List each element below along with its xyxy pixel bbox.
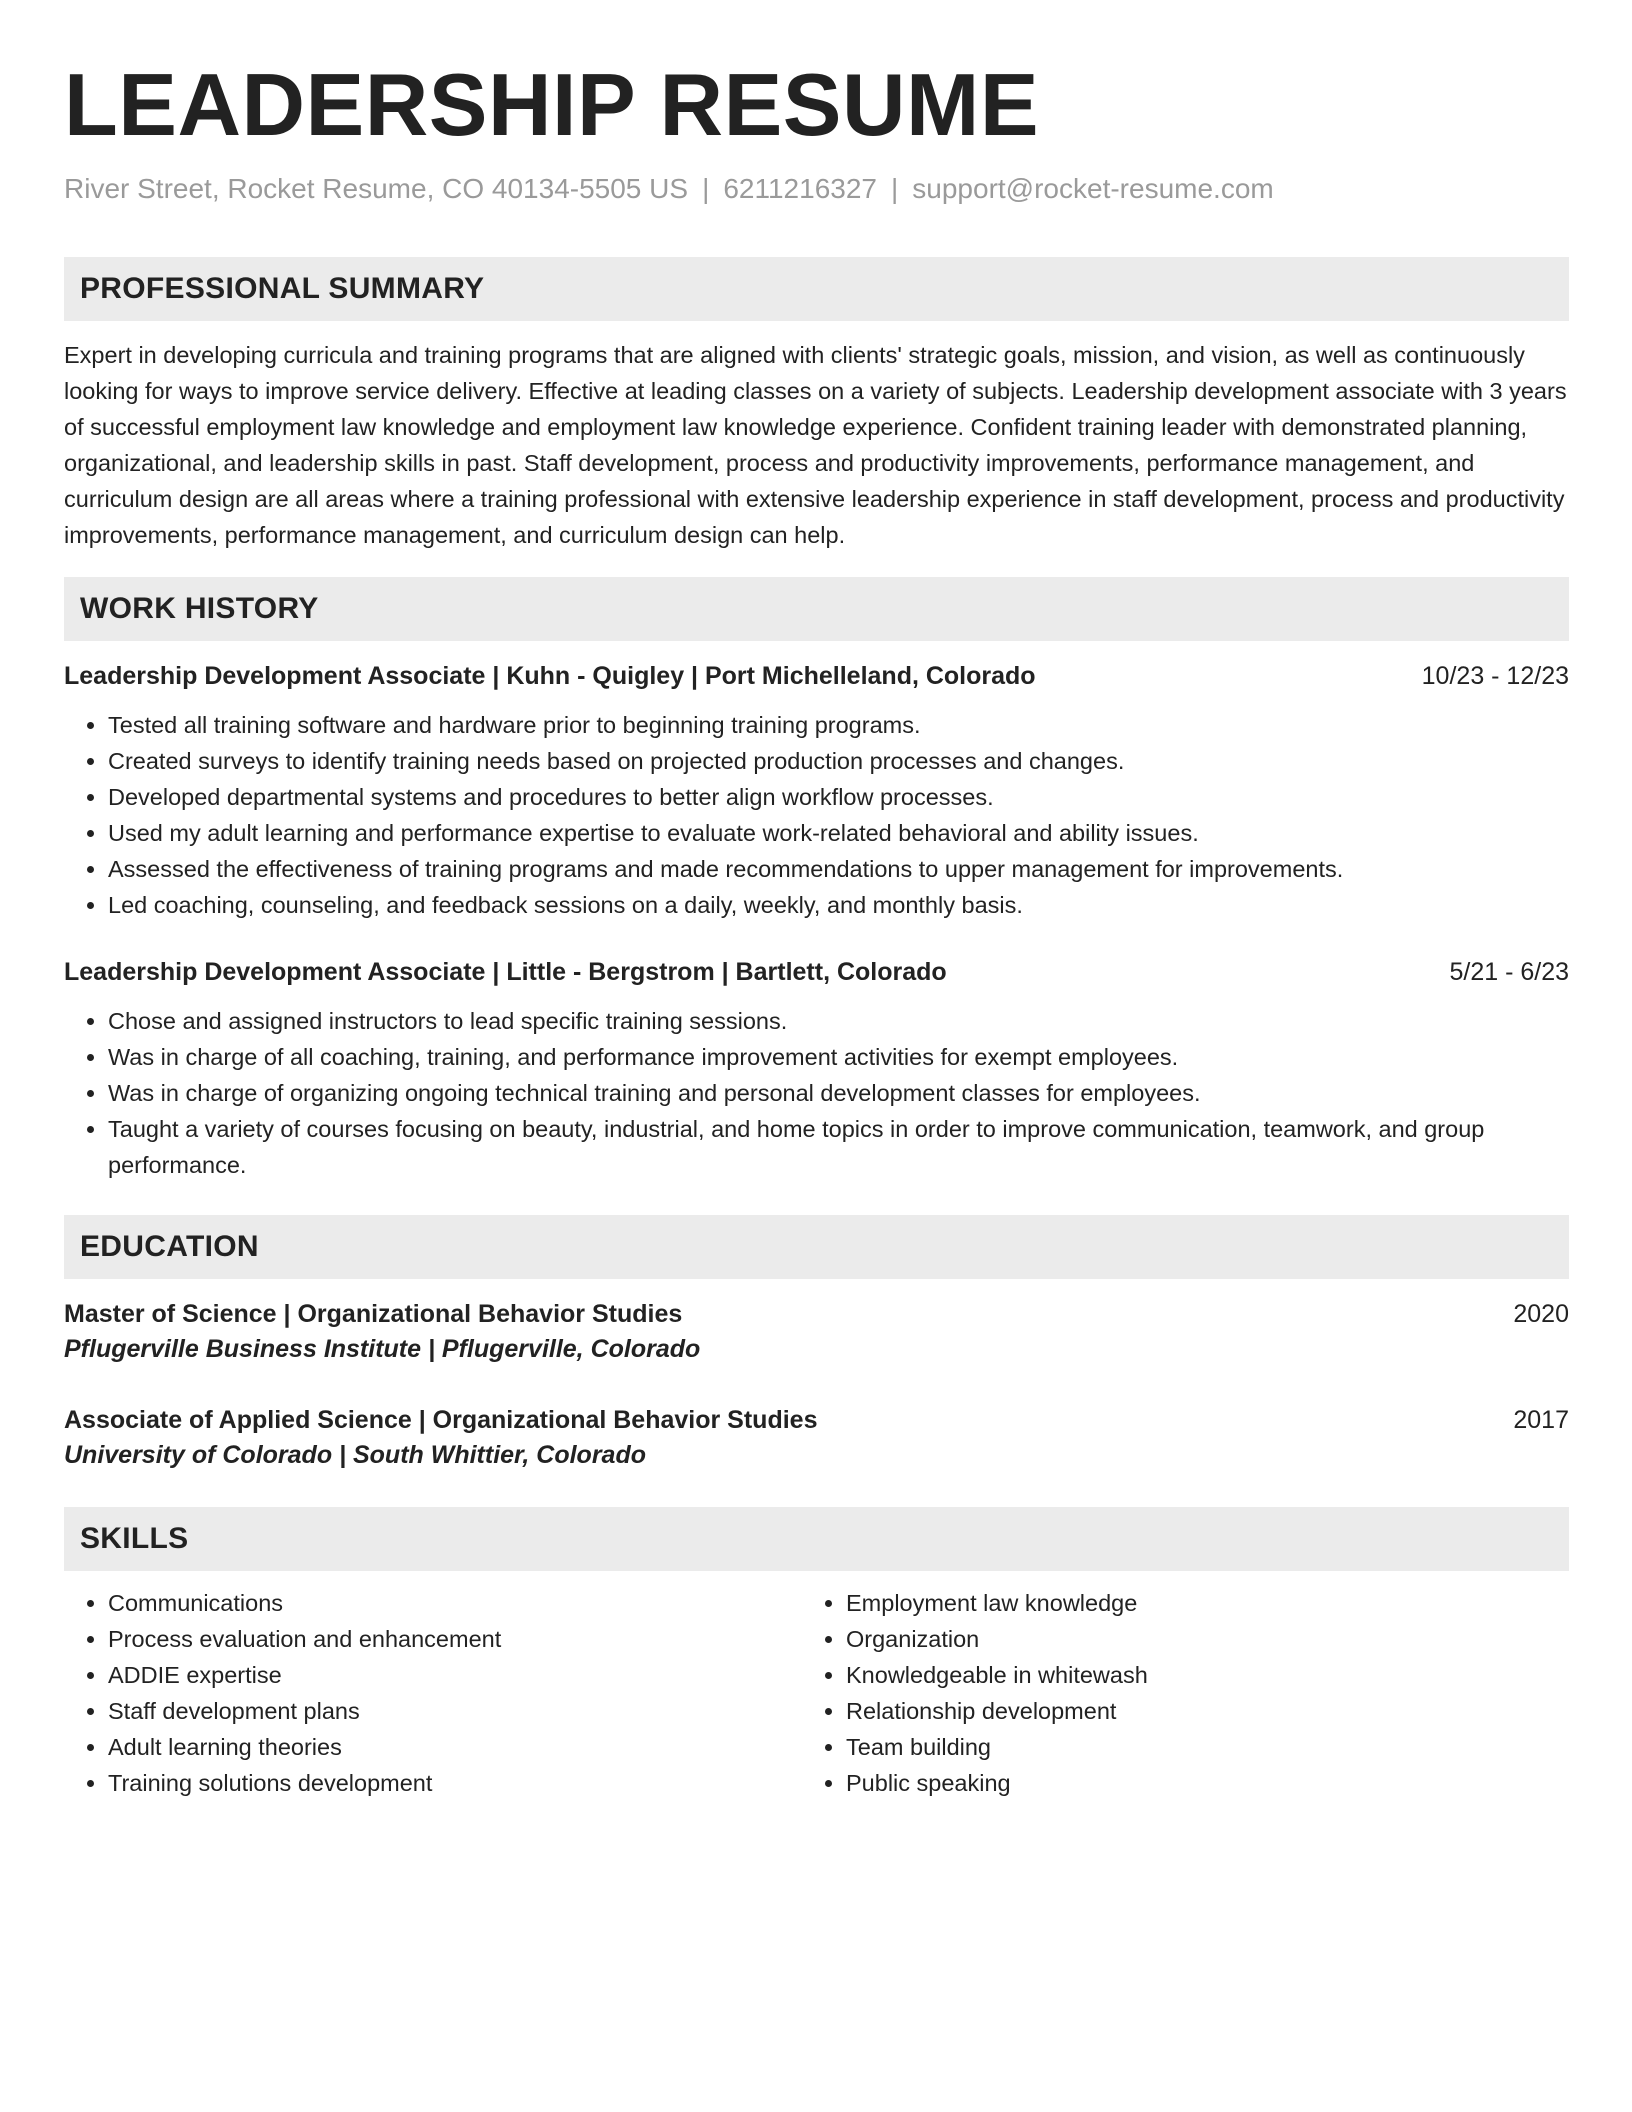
job-entry	[64, 659, 1569, 923]
job-bullets	[64, 707, 1569, 923]
summary-heading: PROFESSIONAL SUMMARY	[64, 257, 1569, 321]
skills-grid	[64, 1585, 1569, 1801]
job-title: Leadership Development Associate | Kuhn - Quigley | Port Michelleland, Colorado	[64, 662, 1036, 690]
resume-title: LEADERSHIP RESUME	[64, 55, 1040, 154]
contact-line	[64, 171, 1569, 207]
school: Pflugerville Business Institute | Pflugerville, Colorado	[64, 1335, 701, 1363]
job-bullets	[64, 1003, 1569, 1183]
education-header	[64, 1297, 1569, 1331]
education-heading: EDUCATION	[64, 1215, 1569, 1279]
skills-heading: SKILLS	[64, 1507, 1569, 1571]
skill-item: • Public speaking	[846, 1765, 1540, 1801]
work-history-heading: WORK HISTORY	[64, 577, 1569, 641]
skill-item: • Training solutions development	[108, 1765, 802, 1801]
contact-separator: |	[702, 173, 710, 204]
education-header	[64, 1403, 1569, 1437]
job-title: Leadership Development Associate | Little - Bergstrom | Bartlett, Colorado	[64, 958, 947, 986]
skill-item: • Knowledgeable in whitewash	[846, 1657, 1540, 1693]
contact-email: support@rocket-resume.com	[912, 173, 1274, 204]
school: University of Colorado | South Whittier, Colorado	[64, 1441, 647, 1469]
job-bullet: • Chose and assigned instructors to lead specific training sessions.	[108, 1003, 1569, 1039]
job-bullet: • Developed departmental systems and procedures to better align workflow processes.	[108, 779, 1569, 815]
job-bullet: • Assessed the effectiveness of training programs and made recommendations to upper management for improvements.	[108, 851, 1569, 887]
skill-item: • Process evaluation and enhancement	[108, 1621, 802, 1657]
summary-text: Expert in developing curricula and training programs that are aligned with clients' strategic goals, mission, and vision, as well as continuously looking for ways to improve service delivery. Effective at leading classes on a variety of subjects. Leadership development associate with 3 years of successful employment law knowledge and employment law knowledge experience. Confident training leader with demonstrated planning, organizational, and leadership skills in past. Staff development, process and productivity improvements, performance management, and curriculum design are all areas where a training professional with extensive leadership experience in staff development, process and productivity improvements, performance management, and curriculum design can help.	[64, 342, 1567, 548]
job-dates: 10/23 - 12/23	[1421, 662, 1569, 690]
graduation-year: 2017	[1513, 1406, 1569, 1434]
job-bullet: • Led coaching, counseling, and feedback sessions on a daily, weekly, and monthly basis.	[108, 887, 1569, 923]
degree: Master of Science | Organizational Behavior Studies	[64, 1300, 683, 1328]
job-dates: 5/21 - 6/23	[1449, 958, 1569, 986]
skills-column-left	[64, 1585, 802, 1801]
skill-item: • Staff development plans	[108, 1693, 802, 1729]
job-header	[64, 955, 1569, 989]
job-bullet: • Tested all training software and hardware prior to beginning training programs.	[108, 707, 1569, 743]
job-header	[64, 659, 1569, 693]
skills-column-right	[802, 1585, 1540, 1801]
skill-item: • ADDIE expertise	[108, 1657, 802, 1693]
skill-item: • Relationship development	[846, 1693, 1540, 1729]
contact-separator: |	[891, 173, 899, 204]
job-bullet: • Created surveys to identify training needs based on projected production processes and changes.	[108, 743, 1569, 779]
skill-item: • Communications	[108, 1585, 802, 1621]
job-bullet: • Taught a variety of courses focusing on beauty, industrial, and home topics in order to improve communication, teamwork, and group performance.	[108, 1111, 1569, 1183]
job-bullet: • Was in charge of all coaching, training, and performance improvement activities for exempt employees.	[108, 1039, 1569, 1075]
skill-item: • Team building	[846, 1729, 1540, 1765]
job-entry	[64, 955, 1569, 1183]
job-bullet: • Was in charge of organizing ongoing technical training and personal development classes for employees.	[108, 1075, 1569, 1111]
education-entry	[64, 1403, 1569, 1473]
job-bullet: • Used my adult learning and performance expertise to evaluate work-related behavioral and ability issues.	[108, 815, 1569, 851]
skill-item: • Adult learning theories	[108, 1729, 802, 1765]
degree: Associate of Applied Science | Organizational Behavior Studies	[64, 1406, 818, 1434]
contact-address: River Street, Rocket Resume, CO 40134-5505 US	[64, 173, 689, 204]
skill-item: • Employment law knowledge	[846, 1585, 1540, 1621]
skill-item: • Organization	[846, 1621, 1540, 1657]
graduation-year: 2020	[1513, 1300, 1569, 1328]
education-entry	[64, 1297, 1569, 1367]
contact-phone: 6211216327	[723, 173, 877, 204]
